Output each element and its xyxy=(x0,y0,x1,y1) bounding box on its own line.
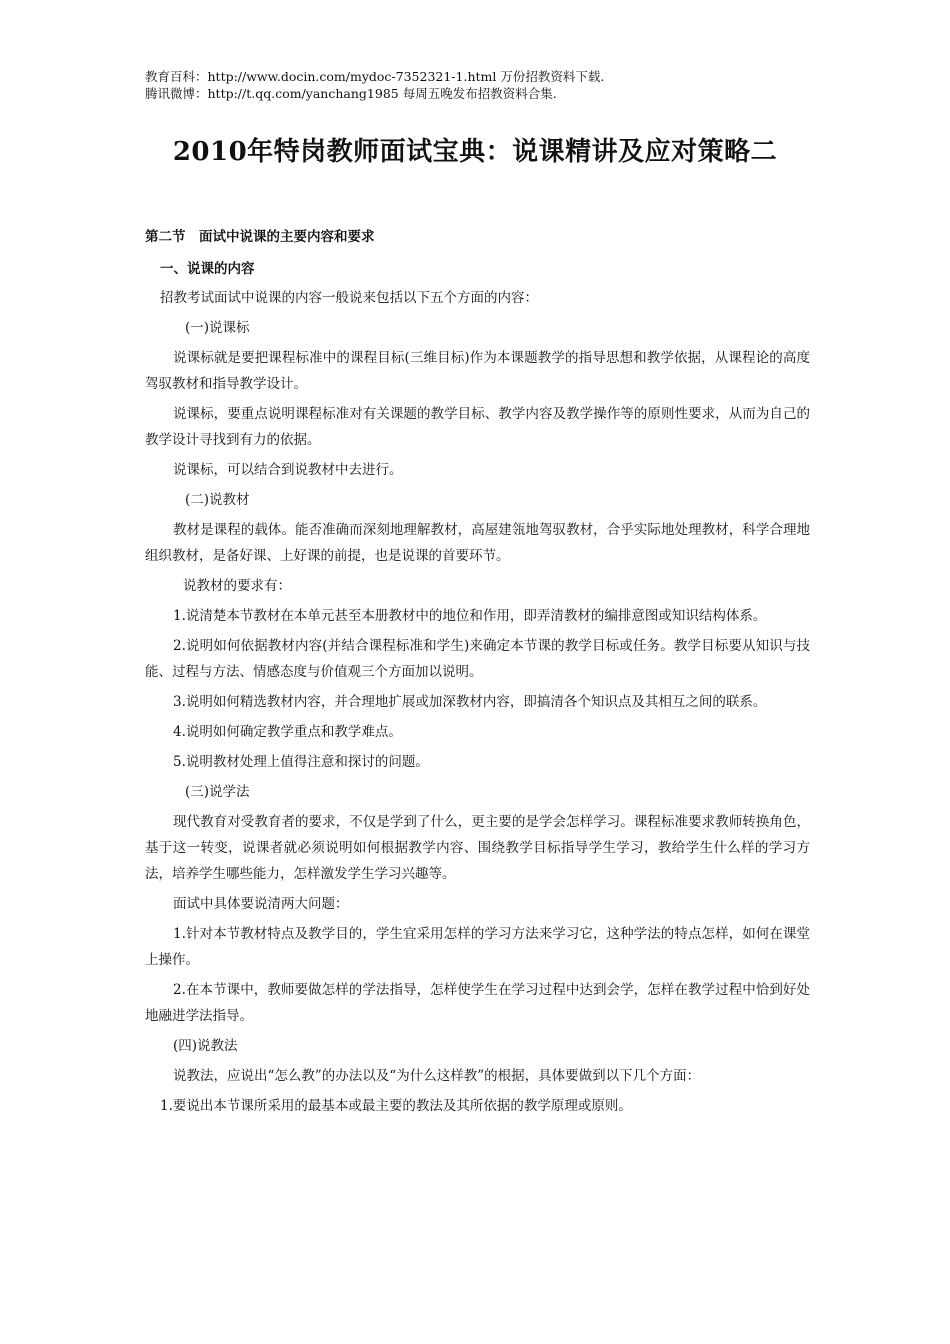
list-item: 5.说明教材处理上值得注意和探讨的问题。 xyxy=(173,754,429,770)
document-body xyxy=(145,285,810,1123)
page-title: 2010年特岗教师面试宝典：说课精讲及应对策略二 xyxy=(172,137,778,167)
paragraph: 面试中具体要说清两大问题： xyxy=(173,896,349,912)
header-line-docin: 教育百科：http://www.docin.com/mydoc-7352321-1.html 万份招教资料下载. xyxy=(145,69,605,84)
subheading-learning-method: (三)说学法 xyxy=(185,784,250,800)
list-item: 2.说明如何依据教材内容(并结合课程标准和学生)来确定本节课的教学目标或任务。教学目标要从知识与技能、过程与方法、情感态度与价值观三个方面加以说明。 xyxy=(145,638,810,680)
subheading-curriculum: (一)说课标 xyxy=(185,320,250,336)
paragraph: 教材是课程的载体。能否准确而深刻地理解教材，高屋建瓴地驾驭教材，合乎实际地处理教材，科学合理地组织教材，是备好课、上好课的前提，也是说课的首要环节。 xyxy=(145,522,810,564)
paragraph: 现代教育对受教育者的要求，不仅是学到了什么，更主要的是学会怎样学习。课程标准要求教师转换角色，基于这一转变，说课者就必须说明如何根据教学内容、围绕教学目标指导学生学习，教给学生什么样的学习方法，培养学生哪些能力，怎样激发学生学习兴趣等。 xyxy=(145,814,810,882)
section-heading: 第二节 面试中说课的主要内容和要求 xyxy=(145,229,375,245)
list-item: 1.说清楚本节教材在本单元甚至本册教材中的地位和作用，即弄清教材的编排意图或知识结构体系。 xyxy=(173,608,767,624)
paragraph: 说课标，要重点说明课程标准对有关课题的教学目标、教学内容及教学操作等的原则性要求，从而为自己的教学设计寻找到有力的依据。 xyxy=(145,406,810,448)
subheading-teaching-method: (四)说教法 xyxy=(173,1038,238,1054)
list-item: 1.要说出本节课所采用的最基本或最主要的教法及其所依据的教学原理或原则。 xyxy=(160,1098,632,1114)
paragraph: 说教法，应说出“怎么教”的办法以及“为什么这样教”的根据，具体要做到以下几个方面： xyxy=(173,1068,701,1084)
list-item: 4.说明如何确定教学重点和教学难点。 xyxy=(173,724,402,740)
paragraph: 说课标就是要把课程标准中的课程目标(三维目标)作为本课题教学的指导思想和教学依据，从课程论的高度驾驭教材和指导教学设计。 xyxy=(145,350,810,392)
paragraph: 说教材的要求有： xyxy=(183,578,291,594)
paragraph: 说课标，可以结合到说教材中去进行。 xyxy=(173,462,403,478)
list-item: 3.说明如何精选教材内容，并合理地扩展或加深教材内容，即搞清各个知识点及其相互之间的联系。 xyxy=(173,694,767,710)
subheading-textbook: (二)说教材 xyxy=(185,492,250,508)
paragraph: 招教考试面试中说课的内容一般说来包括以下五个方面的内容： xyxy=(160,290,538,306)
list-item: 2.在本节课中，教师要做怎样的学法指导，怎样使学生在学习过程中达到会学，怎样在教学过程中恰到好处地融进学法指导。 xyxy=(145,982,810,1024)
list-item: 1.针对本节教材特点及教学目的，学生宜采用怎样的学习方法来学习它，这种学法的特点怎样，如何在课堂上操作。 xyxy=(145,926,810,968)
header-line-weibo: 腾讯微博：http://t.qq.com/yanchang1985 每周五晚发布招教资料合集. xyxy=(145,86,557,101)
subsection-heading: 一、说课的内容 xyxy=(160,261,255,277)
